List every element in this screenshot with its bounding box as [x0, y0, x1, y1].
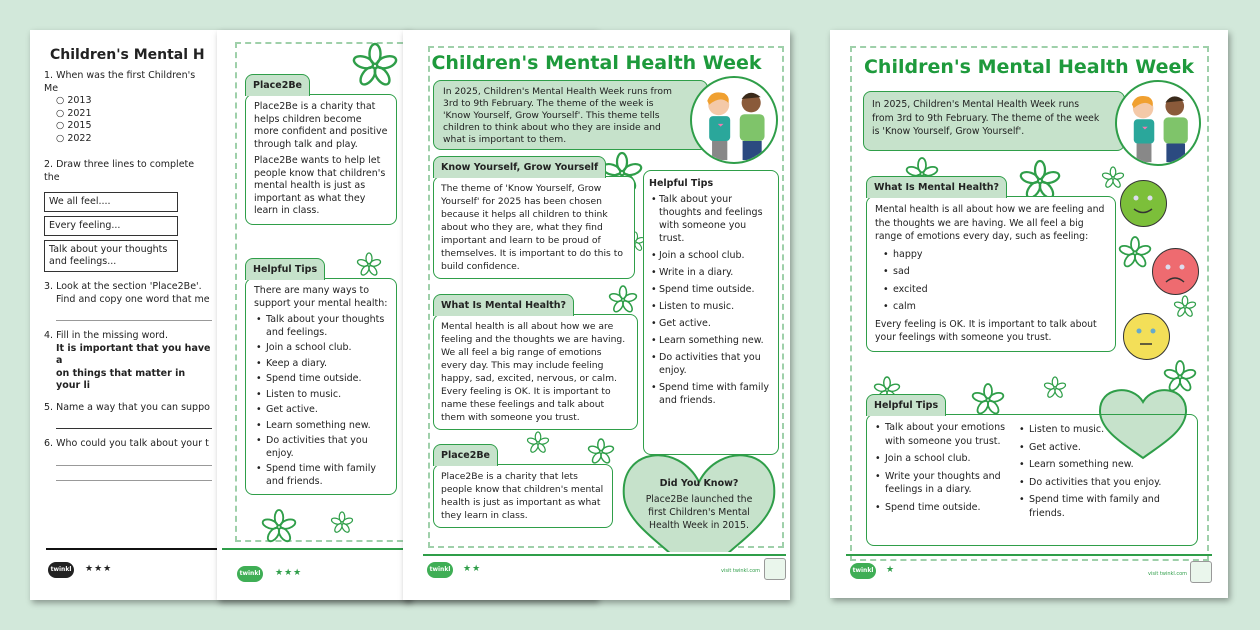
worksheet-content [44, 46, 212, 481]
tips-list [254, 314, 388, 488]
flower-icon [345, 36, 405, 96]
tip-item: • Listen to music. [649, 300, 773, 313]
helpful-tips-tab: Helpful Tips [245, 258, 325, 280]
tip-item: • Join a school club. [649, 249, 773, 262]
place2be-tab: Place2Be [433, 444, 498, 466]
intro-text: In 2025, Children's Mental Health Week runs from 3rd to 9th February. The theme of the week is 'Know Yourself, Grow Yourself'. [872, 99, 1100, 137]
tip-item: • Join a school club. [873, 452, 1015, 466]
twinkl-logo: twinkl [237, 566, 263, 582]
mental-health-box [866, 196, 1116, 352]
answer-line[interactable] [56, 465, 212, 466]
option-label: 2022 [67, 132, 92, 144]
question-6: 6. Who could you talk about your t [44, 438, 209, 449]
option-radio[interactable]: ○ 2022 [56, 132, 92, 144]
tip-item: • Talk about your emotions with someone you trust. [873, 421, 1015, 448]
answer-line[interactable] [56, 428, 212, 429]
tip-item: • Do activities that you enjoy. [649, 351, 773, 377]
difficulty-stars: ★★★ [275, 568, 303, 578]
answer-line[interactable] [56, 320, 212, 321]
flower-icon [523, 428, 553, 458]
tip-item: • Spend time with family and friends. [254, 463, 388, 488]
question-4-sentence: on things that matter in your li [56, 367, 186, 391]
flower-icon [327, 508, 357, 538]
difficulty-stars: ★★ [463, 564, 482, 574]
emotion-item: • happy [881, 248, 1107, 262]
quality-badge [1190, 561, 1212, 583]
know-yourself-box: The theme of 'Know Yourself, Grow Yourself' for 2025 has been chosen because it helps all children to think about who they are, what they find important and learn to be proud of themselves. It is important to do this to build confidence. [433, 176, 635, 279]
page-title: Children's Mental Health Week [431, 52, 762, 74]
match-box: Talk about your thoughts and feelings... [44, 240, 178, 272]
place2be-text: Place2Be wants to help let people know that children's mental health is just as important as what they learn in class. [254, 155, 386, 216]
helpful-tips-title: Helpful Tips [649, 178, 714, 189]
tip-item: • Do activities that you enjoy. [1017, 476, 1195, 490]
tips-list [649, 193, 773, 407]
footer-divider [423, 554, 786, 556]
tip-item: • Talk about your thoughts and feelings. [254, 314, 388, 339]
place2be-text: Place2Be is a charity that helps children become more confident and positive through talk and play. [254, 101, 388, 150]
helpful-tips-box [866, 414, 1198, 546]
mental-health-tab: What Is Mental Health? [433, 294, 574, 316]
website-link[interactable]: visit twinkl.com [1148, 571, 1188, 577]
children-illustration [1115, 80, 1201, 166]
place2be-tab: Place2Be [245, 74, 310, 96]
tip-item: • Talk about your thoughts and feelings with someone you trust. [649, 193, 773, 245]
place2be-box [245, 94, 397, 225]
tip-item: • Learn something new. [254, 420, 388, 433]
tips-list-right [1017, 423, 1195, 520]
emotion-item: • calm [881, 300, 1107, 314]
question-3-detail: Find and copy one word that me [56, 293, 210, 305]
footer-divider [846, 554, 1212, 556]
tip-item: • Listen to music. [254, 389, 388, 402]
page-title: Children's Mental Health Week [863, 56, 1194, 78]
difficulty-stars: ★★★ [85, 564, 113, 574]
mental-health-box: Mental health is all about how we are feeling and the thoughts we are having. We all feel a big range of emotions every day. This may include feeling happy, sad, excited, nervous, or calm. Every feeling is OK. It is important to name these feelings and talk about them with someone you trust. [433, 314, 638, 430]
flower-icon [1115, 233, 1155, 273]
tip-item: • Listen to music. [1017, 423, 1195, 437]
emotion-item: • excited [881, 283, 1107, 297]
option-label: 2021 [67, 107, 92, 119]
sad-face-icon [1152, 248, 1199, 295]
tip-item: • Learn something new. [1017, 458, 1195, 472]
flower-icon [1040, 373, 1070, 403]
tip-item: • Spend time outside. [873, 501, 1015, 515]
tip-item: • Spend time outside. [254, 373, 388, 386]
intro-text: In 2025, Children's Mental Health Week runs from 3rd to 9th February. The theme of the week is 'Know Yourself, Grow Yourself'. This theme tells children to think about who they are inside and what is important to them. [443, 86, 672, 145]
twinkl-logo: twinkl [427, 562, 453, 578]
tip-item: • Get active. [254, 404, 388, 417]
option-radio[interactable]: ○ 2015 [56, 120, 92, 131]
tip-item: • Write your thoughts and feelings in a diary. [873, 470, 1015, 497]
question-2: 2. Draw three lines to complete the [44, 159, 195, 183]
website-link[interactable]: visit twinkl.com [721, 568, 761, 574]
tip-item: • Join a school club. [254, 342, 388, 355]
helpful-tips-box [245, 278, 397, 495]
intro-box [433, 80, 708, 150]
question-4: 4. Fill in the missing word. [44, 330, 168, 341]
tip-item: • Keep a diary. [254, 358, 388, 371]
tips-list-left [873, 421, 1015, 514]
question-1-options [44, 95, 212, 145]
tip-item: • Write in a diary. [649, 266, 773, 279]
question-4-sentence: It is important that you have a [56, 342, 211, 366]
tip-item: • Spend time outside. [649, 283, 773, 296]
option-radio[interactable]: ○ 2013 [56, 95, 92, 106]
place2be-box: Place2Be is a charity that lets people know that children's mental health is just as important as what they learn in class. [433, 464, 613, 528]
info-page-2-star [403, 30, 790, 600]
helpful-tips-box [643, 170, 779, 455]
flower-icon [352, 248, 386, 282]
did-you-know-text: Place2Be launched the first Children's Mental Health Week in 2015. [645, 494, 753, 531]
answer-line[interactable] [56, 480, 212, 481]
helpful-tips-tab: Helpful Tips [866, 394, 946, 416]
flower-icon [257, 505, 301, 549]
twinkl-logo: twinkl [850, 563, 876, 579]
tip-item: • Get active. [649, 317, 773, 330]
tip-item: • Do activities that you enjoy. [254, 435, 388, 460]
quality-badge [764, 558, 786, 580]
did-you-know-title: Did You Know? [659, 478, 739, 489]
know-yourself-tab: Know Yourself, Grow Yourself [433, 156, 606, 178]
match-box: We all feel.... [44, 192, 178, 212]
question-1: 1. When was the first Children's Me [44, 70, 196, 94]
info-page-1-star [830, 30, 1228, 598]
difficulty-stars: ★ [886, 565, 896, 575]
tip-item: • Learn something new. [649, 334, 773, 347]
option-label: 2015 [67, 120, 92, 131]
neutral-face-icon [1123, 313, 1170, 360]
flower-icon [1170, 292, 1200, 322]
happy-face-icon [1120, 180, 1167, 227]
question-3: 3. Look at the section 'Place2Be'. [44, 281, 202, 292]
mental-health-text: Mental health is all about how we are feeling and the thoughts we are having. We all feel a big range of emotions every day, such as feeling: [875, 204, 1105, 242]
tip-item: • Spend time with family and friends. [1017, 493, 1195, 520]
twinkl-logo: twinkl [48, 562, 74, 578]
tips-intro: There are many ways to support your mental health: [254, 285, 388, 309]
option-radio[interactable]: ○ 2021 [56, 107, 92, 119]
question-5: 5. Name a way that you can suppo [44, 401, 210, 413]
mental-health-text: Every feeling is OK. It is important to talk about your feelings with someone you trust. [875, 318, 1097, 343]
worksheet-title: Children's Mental H [50, 47, 205, 63]
children-illustration [690, 76, 778, 164]
mental-health-tab: What Is Mental Health? [866, 176, 1007, 198]
match-box: Every feeling... [44, 216, 178, 236]
emotion-item: • sad [881, 265, 1107, 279]
intro-box [863, 91, 1125, 151]
emotions-list [881, 248, 1107, 314]
tip-item: • Get active. [1017, 441, 1195, 455]
tip-item: • Spend time with family and friends. [649, 381, 773, 407]
option-label: 2013 [67, 95, 92, 106]
